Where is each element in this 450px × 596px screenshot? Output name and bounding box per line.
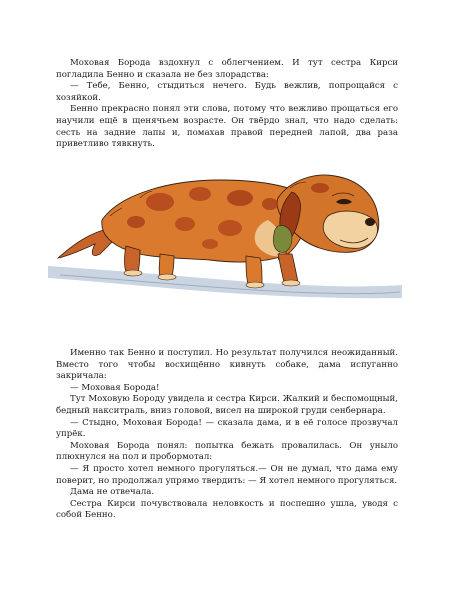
- dog-leg-front-left: [246, 256, 262, 284]
- paragraph: Сестра Кирси почувствовала неловкость и поспешно ушла, уводя с собой Бенно.: [56, 498, 398, 521]
- paragraph: Именно так Бенно и поступил. Но результат получился неожиданный. Вместо того чтобы восхищённо кивнуть собаке, дама испуганно закричала:: [56, 348, 398, 382]
- paragraph: — Я просто хотел немного прогуляться.— Он не думал, что дама ему поверит, но продолжал упрямо твердить: — Я хотел немного прогуляться.: [56, 463, 398, 486]
- dog-leg-back-left: [125, 246, 141, 272]
- dog-leg-front-right: [278, 254, 298, 282]
- paragraph: Бенно прекрасно понял эти слова, потому что вежливо прощаться его научили ещё в щенячьем возрасте. Он твёрдо знал, что надо сделать: сесть на задние лапы и, помахав правой передней лапой, два раза приветливо тявкнуть.: [56, 104, 398, 150]
- paragraph: — Моховая Борода!: [70, 382, 160, 393]
- dog-leg-back-right: [159, 254, 174, 276]
- top-text-block: [56, 58, 398, 151]
- paragraph: — Тебе, Бенно, стыдиться нечего. Будь вежлив, попрощайся с хозяйкой.: [56, 81, 398, 103]
- dog-illustration: [40, 158, 410, 308]
- paragraph: Дама не отвечала.: [70, 487, 155, 498]
- small-creature: [273, 226, 292, 253]
- bottom-text-block: [56, 348, 398, 522]
- dog-nose: [365, 218, 375, 226]
- paragraph: Моховая Борода понял: попытка бежать провалилась. Он уныло плюхнулся на пол и пробормотал:: [56, 440, 398, 463]
- paragraph: — Стыдно, Моховая Борода! — сказала дама, и в её голосе прозвучал упрёк.: [56, 417, 398, 440]
- paragraph: Тут Моховую Бороду увидела и сестра Кирси. Жалкий и беспомощный, бедный накситраль, вниз головой, висел на широкой груди сенбернара.: [56, 394, 398, 416]
- paragraph: Моховая Борода вздохнул с облегчением. И тут сестра Кирси погладила Бенно и сказала не без злорадства:: [56, 58, 398, 80]
